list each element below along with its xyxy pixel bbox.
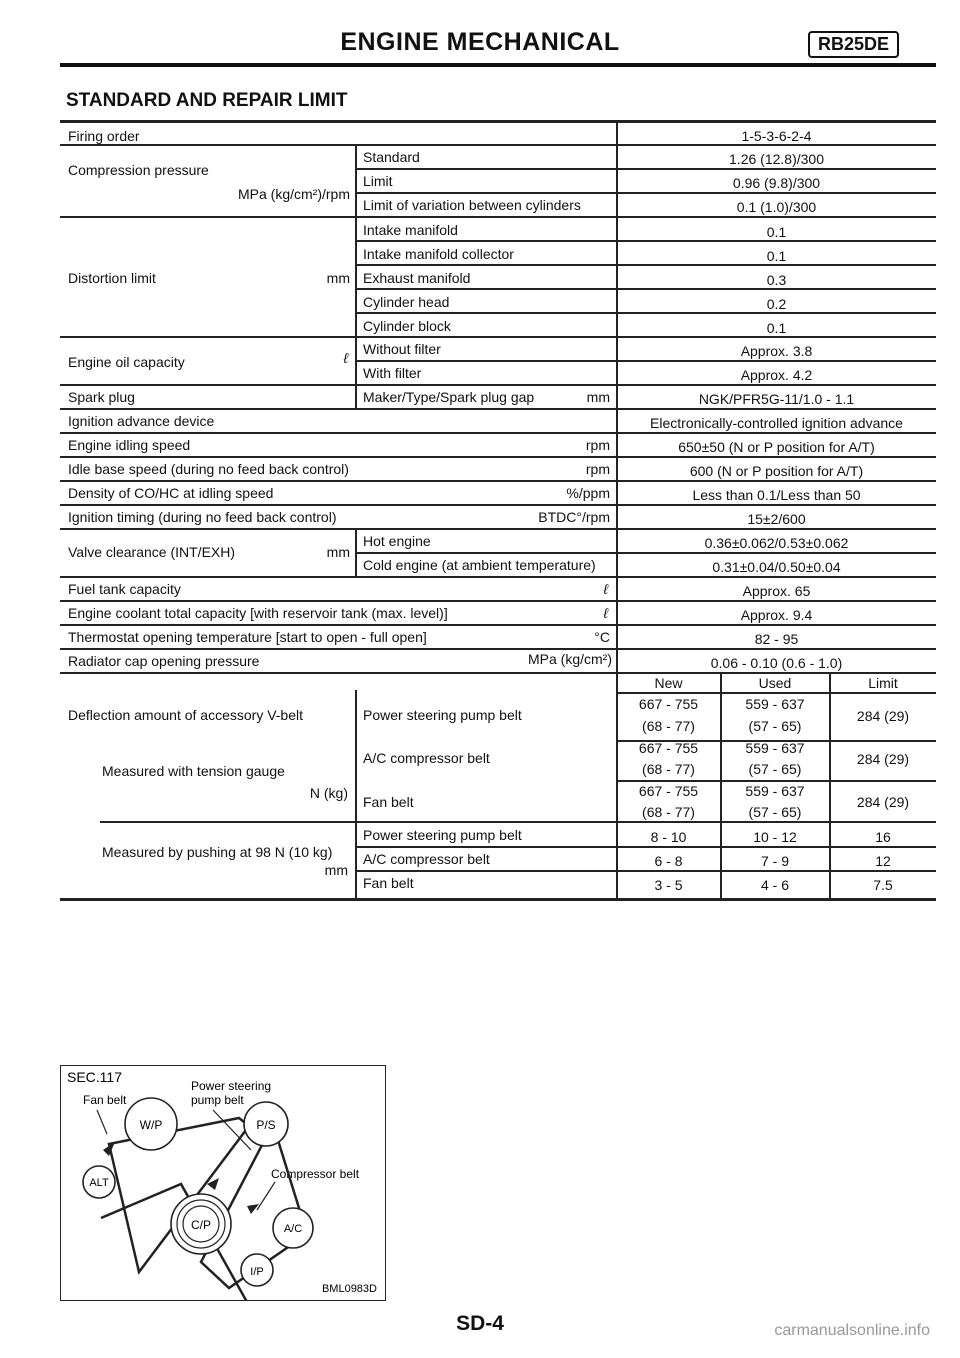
diagram-ps-belt-label-1: Power steering: [191, 1079, 272, 1093]
row-rule: [60, 528, 936, 530]
row-rule: [60, 216, 936, 218]
valve-hot-label: Hot engine: [363, 533, 431, 549]
section-title: STANDARD AND REPAIR LIMIT: [66, 90, 348, 111]
tension-row-limit: 284 (29): [856, 708, 910, 724]
row-rule: [60, 624, 936, 626]
tension-row-used-kg: (57 - 65): [748, 761, 802, 777]
ignition-device-value: Electronically-controlled ignition advance: [650, 415, 903, 431]
pulley-cp-label: C/P: [190, 1218, 212, 1232]
belt-tension-unit: N (kg): [309, 785, 348, 801]
row-rule: [60, 672, 936, 674]
distortion-head-label: Cylinder head: [363, 294, 450, 310]
valve-unit: mm: [326, 544, 350, 560]
push-row-new: 6 - 8: [654, 853, 683, 869]
ignition-device-label: Ignition advance device: [68, 413, 215, 429]
distortion-block-value: 0.1: [766, 320, 787, 336]
spark-unit: mm: [586, 389, 610, 405]
push-row-new: 8 - 10: [650, 829, 687, 845]
tension-row-used: 559 - 637: [745, 696, 805, 712]
row-rule: [355, 192, 936, 194]
table-top-rule: [60, 120, 936, 123]
fuel-value: Approx. 65: [742, 583, 811, 599]
spark-value: NGK/PFR5G-11/1.0 - 1.1: [698, 391, 855, 407]
compression-label: Compression pressure: [68, 162, 209, 178]
distortion-collector-value: 0.1: [766, 248, 787, 264]
pulley-ac-label: A/C: [283, 1223, 303, 1235]
compression-standard-value: 1.26 (12.8)/300: [729, 151, 824, 167]
belt-diagram-svg: [61, 1066, 385, 1300]
tension-row-used: 559 - 637: [745, 783, 805, 799]
tension-row-limit: 284 (29): [856, 751, 910, 767]
push-row-name: Fan belt: [363, 875, 414, 891]
density-label: Density of CO/HC at idling speed: [68, 485, 274, 501]
thermostat-unit: °C: [594, 629, 610, 645]
belt-tension-label: Measured with tension gauge: [102, 763, 285, 779]
leader-line: [257, 1182, 275, 1210]
valve-cold-label: Cold engine (at ambient temperature): [363, 557, 596, 573]
tension-row-used-kg: (57 - 65): [748, 718, 802, 734]
belt-diagram: [60, 1065, 386, 1301]
row-rule: [355, 360, 936, 362]
tension-row-new-kg: (68 - 77): [642, 761, 695, 777]
tension-row-name: Power steering pump belt: [363, 707, 522, 723]
belt-row-rule: [355, 846, 936, 848]
row-rule: [60, 456, 936, 458]
diagram-fan-belt-label: Fan belt: [83, 1093, 127, 1107]
oil-with-filter-value: Approx. 4.2: [740, 367, 813, 383]
idle-base-value: 600 (N or P position for A/T): [689, 463, 864, 479]
spark-sub-label: Maker/Type/Spark plug gap: [363, 389, 535, 405]
belt-deflection-label: Deflection amount of accessory V-belt: [68, 707, 304, 723]
distortion-exhaust-value: 0.3: [766, 272, 787, 288]
belt-row-rule: [617, 780, 936, 782]
pulley-wp-label: W/P: [139, 1118, 163, 1132]
row-rule: [60, 480, 936, 482]
watermark-text: carmanualsonline.info: [774, 1322, 930, 1339]
row-rule: [60, 600, 936, 602]
density-unit: %/ppm: [566, 485, 610, 501]
push-row-limit: 12: [875, 853, 891, 869]
compression-unit: MPa (kg/cm²)/rpm: [238, 186, 350, 202]
compression-variation-value: 0.1 (1.0)/300: [736, 199, 817, 215]
distortion-label: Distortion limit: [68, 270, 156, 286]
idle-base-unit: rpm: [585, 461, 610, 477]
column-divider: [355, 690, 357, 900]
firing-label: Firing order: [68, 128, 140, 144]
engine-code-badge: RB25DE: [808, 31, 899, 58]
fan-belt-path: [109, 1118, 249, 1272]
belt-pushing-label: Measured by pushing at 98 N (10 kg): [102, 844, 333, 860]
column-divider: [355, 216, 357, 336]
distortion-exhaust-label: Exhaust manifold: [363, 270, 471, 286]
push-row-new: 3 - 5: [654, 877, 683, 893]
row-rule: [355, 168, 936, 170]
compression-limit-label: Limit: [363, 173, 393, 189]
push-row-used: 4 - 6: [760, 877, 789, 893]
row-rule: [60, 144, 936, 146]
row-rule: [60, 432, 936, 434]
row-rule: [355, 240, 936, 242]
table-bottom-rule: [60, 898, 936, 901]
belt-header-rule: [617, 692, 936, 694]
compression-standard-label: Standard: [363, 149, 420, 165]
column-divider: [355, 336, 357, 408]
diagram-sec-code: SEC.117: [67, 1069, 122, 1085]
spark-label: Spark plug: [68, 389, 135, 405]
push-row-name: A/C compressor belt: [363, 851, 490, 867]
timing-label: Ignition timing (during no feed back control): [68, 509, 337, 525]
valve-hot-value: 0.36±0.062/0.53±0.062: [704, 535, 849, 551]
row-rule: [60, 408, 936, 410]
radiator-unit: MPa (kg/cm²): [528, 651, 612, 667]
coolant-label: Engine coolant total capacity [with reservoir tank (max. level)]: [68, 605, 448, 621]
row-rule: [60, 384, 936, 386]
belt-header-used: Used: [758, 675, 792, 691]
belt-pushing-unit: mm: [324, 862, 348, 878]
idling-label: Engine idling speed: [68, 437, 191, 453]
thermostat-value: 82 - 95: [754, 631, 799, 647]
tension-row-new-kg: (68 - 77): [642, 804, 695, 820]
thermostat-label: Thermostat opening temperature [start to open - full open]: [68, 629, 427, 645]
row-rule: [60, 336, 936, 338]
distortion-block-label: Cylinder block: [363, 318, 451, 334]
push-row-limit: 7.5: [873, 877, 893, 893]
row-rule: [60, 648, 936, 650]
distortion-unit: mm: [326, 270, 350, 286]
timing-unit: BTDC°/rpm: [538, 509, 610, 525]
pulley-ps-label: P/S: [256, 1118, 276, 1132]
tension-row-new: 667 - 755: [638, 783, 699, 799]
header-rule: [60, 63, 936, 67]
row-rule: [60, 504, 936, 506]
push-row-used: 7 - 9: [760, 853, 789, 869]
fuel-label: Fuel tank capacity: [68, 581, 181, 597]
diagram-compressor-belt-label: Compressor belt: [271, 1167, 360, 1181]
row-rule: [355, 264, 936, 266]
tension-row-used: 559 - 637: [745, 740, 805, 756]
timing-value: 15±2/600: [747, 511, 806, 527]
oil-without-filter-label: Without filter: [363, 341, 441, 357]
distortion-collector-label: Intake manifold collector: [363, 246, 514, 262]
pulley-ip-label: I/P: [250, 1266, 264, 1278]
belt-row-rule: [355, 870, 936, 872]
push-row-name: Power steering pump belt: [363, 827, 522, 843]
tension-row-new-kg: (68 - 77): [642, 718, 695, 734]
tension-row-name: Fan belt: [363, 794, 414, 810]
push-row-used: 10 - 12: [753, 829, 797, 845]
radiator-label: Radiator cap opening pressure: [68, 653, 260, 669]
page-number: SD-4: [456, 1312, 504, 1335]
idle-base-label: Idle base speed (during no feed back control): [68, 461, 349, 477]
belt-group-rule: [100, 821, 936, 823]
valve-label: Valve clearance (INT/EXH): [68, 544, 236, 560]
tension-row-new: 667 - 755: [638, 740, 699, 756]
valve-cold-value: 0.31±0.04/0.50±0.04: [712, 559, 841, 575]
belt-header-new: New: [654, 675, 683, 691]
distortion-intake-value: 0.1: [766, 224, 787, 240]
density-value: Less than 0.1/Less than 50: [692, 487, 861, 503]
column-divider: [355, 144, 357, 216]
diagram-code: BML0983D: [321, 1283, 377, 1295]
tension-row-new: 667 - 755: [638, 696, 699, 712]
oil-unit: ℓ: [343, 350, 348, 366]
coolant-unit: ℓ: [603, 605, 608, 621]
tension-row-name: A/C compressor belt: [363, 750, 490, 766]
tension-row-limit: 284 (29): [856, 794, 910, 810]
oil-without-filter-value: Approx. 3.8: [740, 343, 813, 359]
firing-value: 1-5-3-6-2-4: [741, 128, 812, 144]
diagram-ps-belt-label-2: pump belt: [191, 1093, 244, 1107]
pulley-alt-label: ALT: [89, 1177, 109, 1189]
page-title: ENGINE MECHANICAL: [340, 28, 620, 56]
belt-header-limit: Limit: [868, 675, 898, 691]
oil-with-filter-label: With filter: [363, 365, 422, 381]
leader-line: [97, 1110, 107, 1134]
compression-variation-label: Limit of variation between cylinders: [363, 197, 581, 213]
push-row-limit: 16: [875, 829, 891, 845]
coolant-value: Approx. 9.4: [740, 607, 813, 623]
distortion-intake-label: Intake manifold: [363, 222, 458, 238]
distortion-head-value: 0.2: [766, 296, 787, 312]
row-rule: [355, 288, 936, 290]
idling-value: 650±50 (N or P position for A/T): [678, 439, 875, 455]
compression-limit-value: 0.96 (9.8)/300: [732, 175, 821, 191]
tension-row-used-kg: (57 - 65): [748, 804, 802, 820]
idling-unit: rpm: [585, 437, 610, 453]
row-rule: [60, 576, 936, 578]
row-rule: [355, 312, 936, 314]
column-divider: [355, 528, 357, 576]
fuel-unit: ℓ: [603, 581, 608, 597]
radiator-value: 0.06 - 0.10 (0.6 - 1.0): [710, 655, 843, 671]
row-rule: [355, 552, 936, 554]
oil-label: Engine oil capacity: [68, 354, 185, 370]
